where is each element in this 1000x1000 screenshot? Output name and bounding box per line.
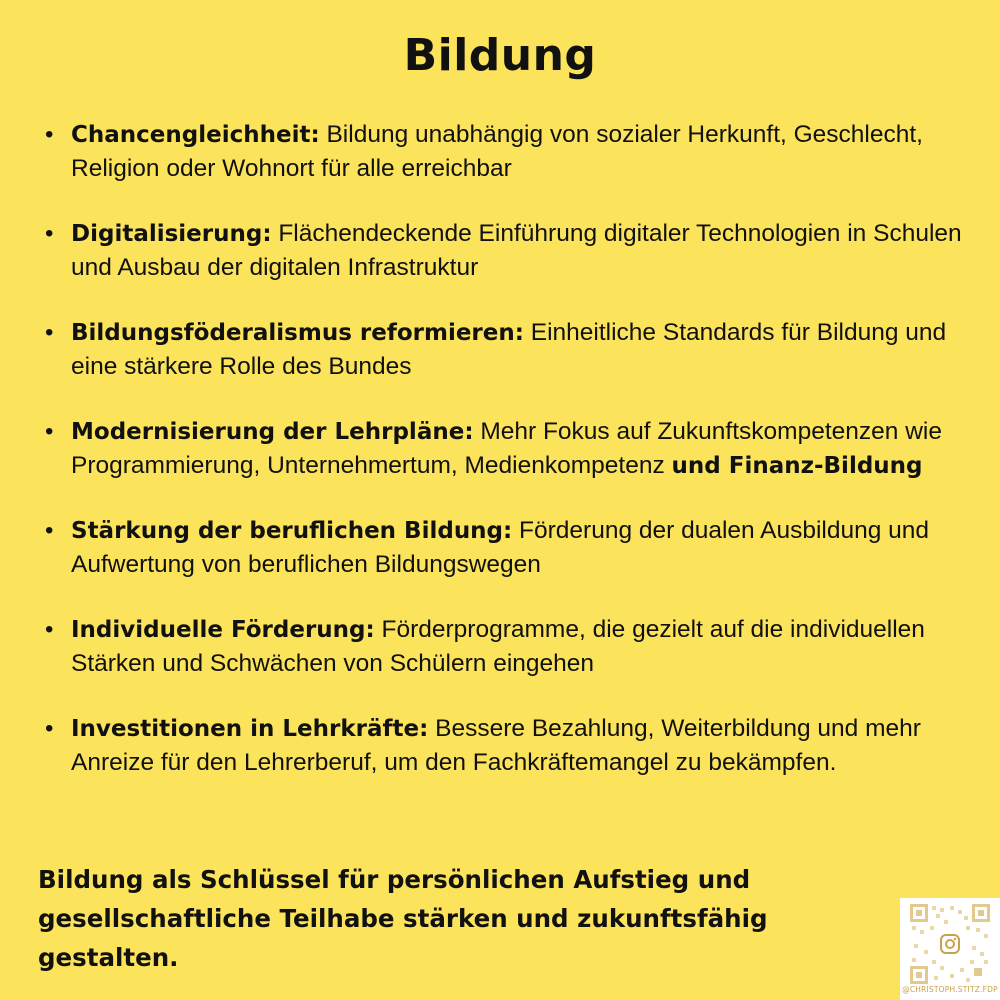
item-text: Bessere Bezahlung, Weiterbildung und mehr Anreize für den Lehrerberuf, um den Fachkräftemangel zu bekämpfen. [71, 715, 921, 776]
page-title: Bildung [403, 30, 597, 81]
bullet-icon: • [45, 418, 54, 445]
item-text: Bildung unabhängig von sozialer Herkunft, Geschlecht, Religion oder Wohnort für alle erreichbar [71, 121, 923, 182]
qr-code-badge[interactable] [900, 898, 1000, 1000]
bullet-icon: • [45, 319, 54, 346]
list-item [45, 613, 965, 681]
item-text: Einheitliche Standards für Bildung und eine stärkere Rolle des Bundes [71, 319, 947, 380]
bullet-icon: • [45, 616, 54, 643]
bullet-icon: • [45, 715, 54, 742]
item-bold-tail: und Finanz-Bildung [671, 453, 923, 479]
item-text: Förderprogramme, die gezielt auf die individuellen Stärken und Schwächen von Schülern eingehen [71, 616, 925, 677]
list-item [45, 514, 965, 582]
list-item [45, 118, 965, 186]
instagram-icon [938, 932, 962, 956]
list-item [45, 217, 965, 285]
bullet-icon: • [45, 220, 54, 247]
list-item [45, 415, 965, 483]
footer-statement: Bildung als Schlüssel für persönlichen Aufstieg und gesellschaftliche Teilhabe stärken und zukunftsfähig gestalten. [38, 865, 768, 972]
item-heading: Chancengleichheit: [71, 122, 320, 148]
item-heading: Modernisierung der Lehrpläne: [71, 419, 474, 445]
list-item [45, 316, 965, 384]
item-heading: Investitionen in Lehrkräfte: [71, 716, 429, 742]
item-text: Mehr Fokus auf Zukunftskompetenzen wie Programmierung, Unternehmertum, Medienkompetenz [71, 418, 942, 479]
item-heading: Bildungsföderalismus reformieren: [71, 320, 524, 346]
bullet-icon: • [45, 121, 54, 148]
bullet-icon: • [45, 517, 54, 544]
item-text: Förderung der dualen Ausbildung und Aufwertung von beruflichen Bildungswegen [71, 517, 930, 578]
list-item [45, 712, 965, 780]
bullet-list [45, 118, 965, 811]
item-heading: Individuelle Förderung: [71, 617, 375, 643]
item-heading: Stärkung der beruflichen Bildung: [71, 518, 513, 544]
item-heading: Digitalisierung: [71, 221, 272, 247]
qr-handle-label: @CHRISTOPH.STITZ.FDP [902, 985, 998, 994]
item-text: Flächendeckende Einführung digitaler Technologien in Schulen und Ausbau der digitalen Infrastruktur [71, 220, 962, 281]
